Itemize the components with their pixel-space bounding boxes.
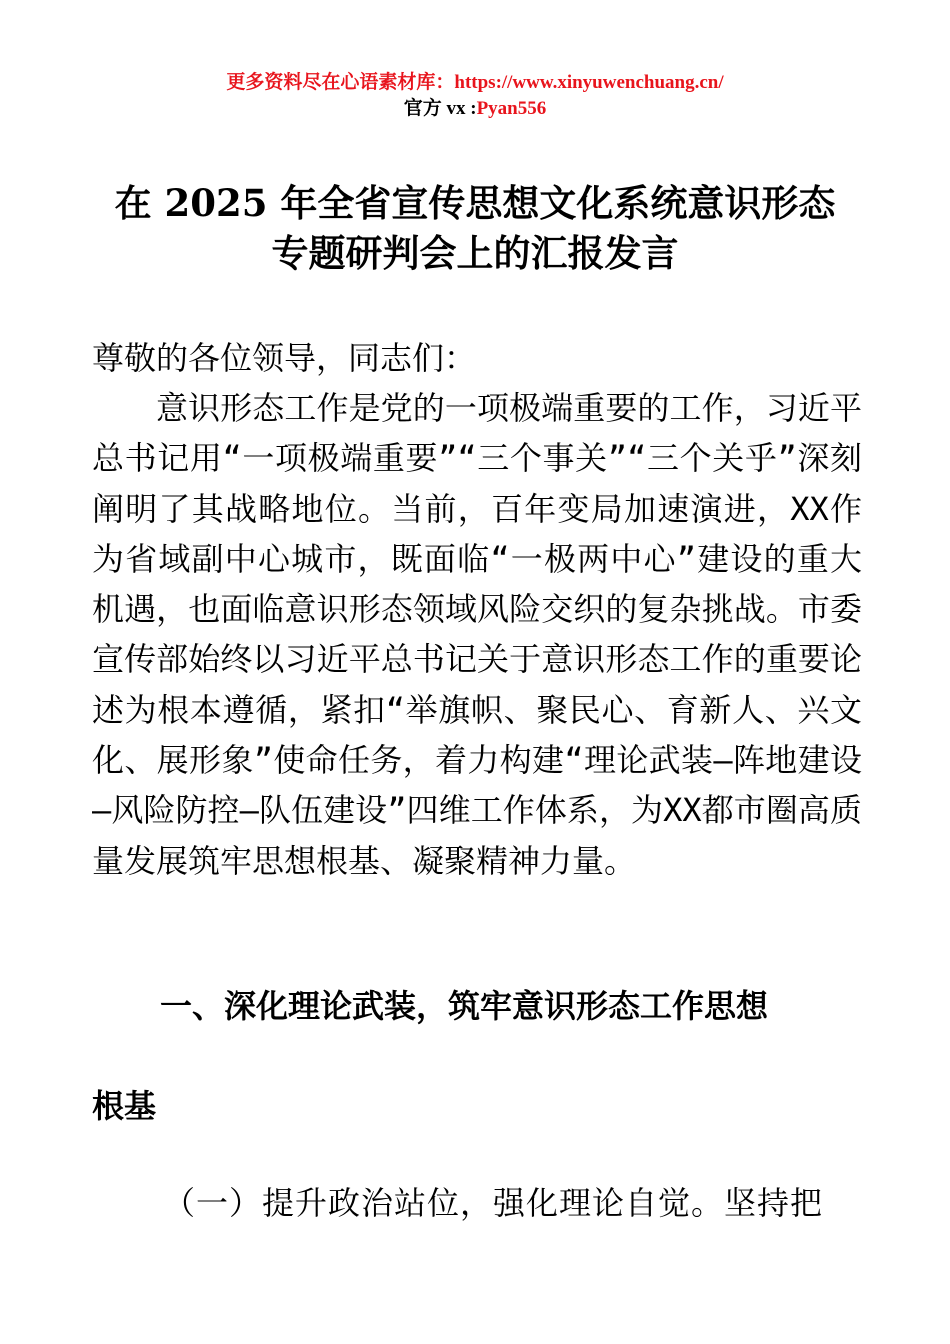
paragraph-intro: 意识形态工作是党的一项极端重要的工作，习近平总书记用“一项极端重要”“三个事关”“三个关乎”深刻阐明了其战略地位。当前，百年变局加速演进，XX作为省域副中心城市，既面临“一极两中心”建设的重大机遇，也面临意识形态领域风险交织的复杂挑战。市委宣传部始终以习近平总书记关于意识形态工作的重要论述为根本遵循，紧扣“举旗帜、聚民心、育新人、兴文化、展形象”使命任务，着力构建“理论武装—阵地建设—风险防控—队伍建设”四维工作体系，为XX都市圈高质量发展筑牢思想根基、凝聚精神力量。	[92, 389, 862, 880]
document-title	[0, 178, 950, 278]
title-line-2: 专题研判会上的汇报发言	[271, 231, 679, 275]
subsection-1-start: （一）提升政治站位，强化理论自觉。坚持把	[163, 1184, 824, 1222]
header-contact-label: 官方 vx :	[403, 98, 477, 119]
section-heading-1-continued: 根基	[92, 1087, 157, 1125]
salutation: 尊敬的各位领导，同志们：	[92, 339, 477, 377]
title-line-1: 在 2025 年全省宣传思想文化系统意识形态	[114, 181, 836, 225]
header-contact-id: Pyan556	[476, 98, 547, 119]
header-line-1	[0, 70, 950, 96]
section-heading-1: 一、深化理论武装，筑牢意识形态工作思想	[160, 987, 769, 1025]
header-banner	[0, 70, 950, 122]
header-source-label: 更多资料尽在心语素材库：	[226, 72, 455, 93]
header-source-url[interactable]: https://www.xinyuwenchuang.cn/	[454, 72, 724, 93]
header-line-2	[0, 96, 950, 122]
